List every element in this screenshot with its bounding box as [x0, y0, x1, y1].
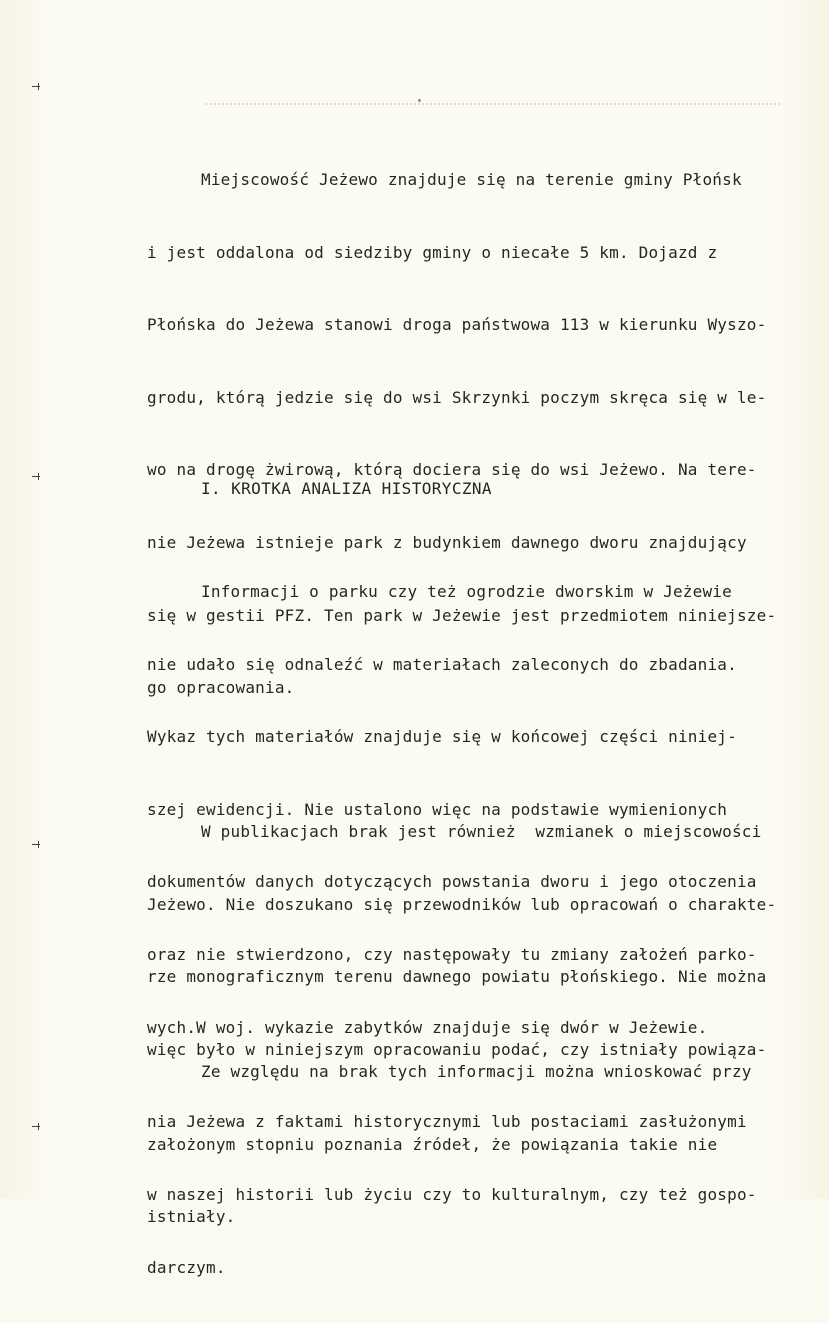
text-line: dokumentów danych dotyczących powstania dworu i jego otoczenia: [147, 872, 757, 892]
text-line: wo na drogę żwirową, którą dociera się do wsi Jeżewo. Na tere-: [147, 460, 757, 480]
text-line: rze monograficznym terenu dawnego powiatu płońskiego. Nie można: [147, 967, 767, 987]
margin-tick-mark: [32, 840, 41, 849]
text-line: Płońska do Jeżewa stanowi droga państwowa 113 w kierunku Wyszo-: [147, 315, 767, 335]
text-line: w naszej historii lub życiu czy to kulturalnym, czy też gospo-: [147, 1184, 757, 1204]
text-line: Ze względu na brak tych informacji można wnioskować przy: [201, 1062, 752, 1081]
text-line: Wykaz tych materiałów znajduje się w końcowej części niniej-: [147, 727, 737, 747]
text-line: grodu, którą jedzie się do wsi Skrzynki poczym skręca się w le-: [147, 387, 767, 407]
text-line: oraz nie stwierdzono, czy następowały tu zmiany założeń parko-: [147, 944, 757, 964]
paragraph-conclusion: [147, 1017, 752, 1273]
text-line: go opracowania.: [147, 678, 295, 698]
ink-dot: [418, 99, 421, 102]
faint-typed-line: [205, 103, 780, 113]
section-heading: I. KROTKA ANALIZA HISTORYCZNA: [201, 479, 492, 498]
text-line: W publikacjach brak jest również wzmianek o miejscowości: [201, 822, 762, 841]
text-line: założonym stopniu poznania źródeł, że powiązania takie nie: [147, 1134, 718, 1154]
text-line: nie Jeżewa istnieje park z budynkiem dawnego dworu znajdujący: [147, 532, 747, 552]
margin-tick-mark: [32, 1122, 41, 1131]
text-line: istniały.: [147, 1207, 236, 1227]
text-line: nie udało się odnaleźć w materiałach zaleconych do zbadania.: [147, 654, 737, 674]
text-line: się w gestii PFZ. Ten park w Jeżewie jest przedmiotem niniejsze-: [147, 605, 777, 625]
text-line: Jeżewo. Nie doszukano się przewodników lub opracowań o charakte-: [147, 894, 777, 914]
margin-tick-mark: [32, 472, 41, 481]
text-line: i jest oddalona od siedziby gminy o niecałe 5 km. Dojazd z: [147, 242, 718, 262]
text-line: wych.W woj. wykazie zabytków znajduje się dwór w Jeżewie.: [147, 1017, 708, 1037]
text-line: więc było w niniejszym opracowaniu podać, czy istniały powiąza-: [147, 1039, 767, 1059]
margin-tick-mark: [32, 82, 41, 91]
text-line: Informacji o parku czy też ogrodzie dworskim w Jeżewie: [201, 582, 732, 601]
text-line: nia Jeżewa z faktami historycznymi lub postaciami zasłużonymi: [147, 1112, 747, 1132]
text-line: szej ewidencji. Nie ustalono więc na podstawie wymienionych: [147, 799, 728, 819]
text-line: darczym.: [147, 1257, 226, 1277]
text-line: Miejscowość Jeżewo znajduje się na terenie gminy Płońsk: [201, 170, 742, 189]
